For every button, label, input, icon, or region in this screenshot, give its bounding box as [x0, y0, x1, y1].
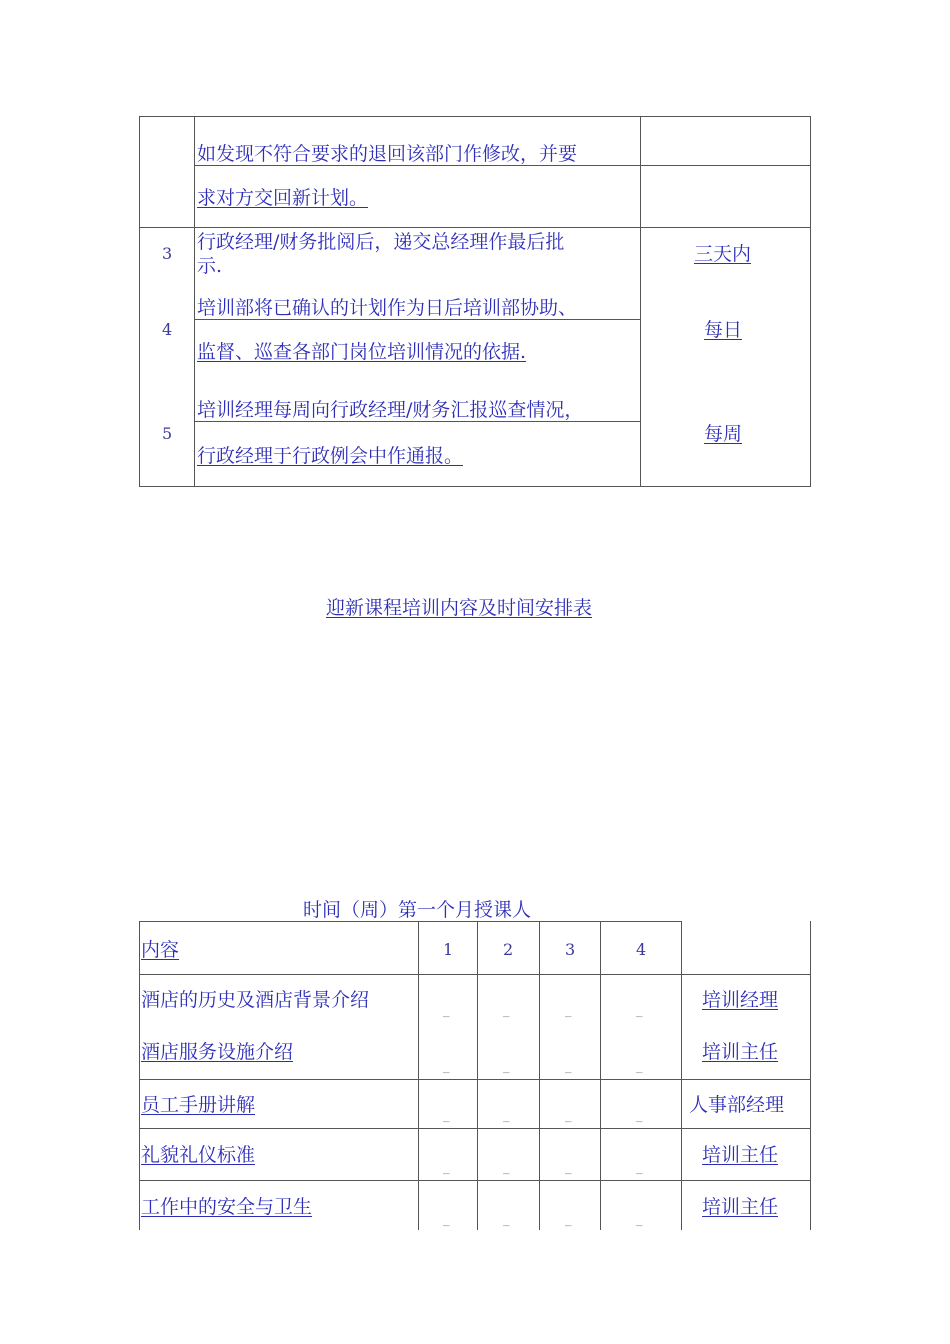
- lecturer: 人事部经理: [689, 1094, 785, 1116]
- row-separator: [139, 227, 811, 228]
- table-border-top: [139, 116, 811, 117]
- week-mark: _: [443, 1003, 450, 1018]
- schedule-row-separator: [139, 1128, 811, 1129]
- table-border-left: [139, 116, 140, 487]
- course-content: 员工手册讲解: [141, 1094, 256, 1116]
- schedule-border-left: [139, 921, 140, 1230]
- step-number: 4: [162, 320, 173, 339]
- schedule-row-separator: [139, 974, 811, 975]
- table-divider-num: [194, 116, 195, 487]
- procedure-text-line: 行政经理/财务批阅后，递交总经理作最后批: [197, 231, 565, 253]
- table-border-bottom: [139, 486, 811, 487]
- week-mark: _: [565, 1108, 572, 1123]
- course-content: 礼貌礼仪标准: [141, 1144, 256, 1166]
- week-mark: _: [443, 1160, 450, 1175]
- week-mark: _: [443, 1108, 450, 1123]
- week-mark: _: [503, 1108, 510, 1123]
- row-separator: [194, 421, 640, 422]
- table-caption: 时间（周）第一个月授课人: [303, 899, 532, 921]
- week-mark: _: [636, 1059, 643, 1074]
- header-week: 2: [503, 940, 514, 959]
- week-mark: _: [565, 1059, 572, 1074]
- schedule-border-top: [139, 921, 682, 922]
- week-mark: _: [443, 1059, 450, 1074]
- schedule-border-right: [810, 921, 811, 1230]
- procedure-text-line: 监督、巡查各部门岗位培训情况的依据.: [197, 341, 527, 363]
- schedule-col-divider: [418, 921, 419, 1230]
- procedure-text-line: 示.: [197, 255, 223, 277]
- procedure-text-line: 培训部将已确认的计划作为日后培训部协助、: [197, 297, 578, 319]
- procedure-text-line: 求对方交回新计划。: [197, 187, 369, 209]
- course-content: 酒店服务设施介绍: [141, 1041, 294, 1063]
- week-mark: _: [503, 1160, 510, 1175]
- time-frame: 每日: [704, 319, 743, 341]
- week-mark: _: [565, 1212, 572, 1227]
- week-mark: _: [503, 1059, 510, 1074]
- week-mark: _: [565, 1003, 572, 1018]
- schedule-col-divider: [681, 921, 682, 1230]
- week-mark: _: [636, 1212, 643, 1227]
- lecturer: 培训主任: [702, 1196, 779, 1218]
- week-mark: _: [503, 1003, 510, 1018]
- row-separator: [194, 165, 811, 166]
- procedure-text-line: 培训经理每周向行政经理/财务汇报巡查情况，: [197, 399, 584, 421]
- week-mark: _: [565, 1160, 572, 1175]
- course-content: 酒店的历史及酒店背景介绍: [141, 989, 370, 1011]
- header-week: 1: [443, 940, 454, 959]
- schedule-row-separator: [139, 1079, 811, 1080]
- table-divider-time: [640, 116, 641, 487]
- week-mark: _: [443, 1212, 450, 1227]
- schedule-col-divider: [539, 921, 540, 1230]
- table-border-right: [810, 116, 811, 487]
- week-mark: _: [636, 1108, 643, 1123]
- time-frame: 三天内: [694, 243, 752, 265]
- step-number: 5: [162, 424, 173, 443]
- schedule-col-divider: [600, 921, 601, 1230]
- header-week: 3: [565, 940, 576, 959]
- course-content: 工作中的安全与卫生: [141, 1196, 313, 1218]
- section-title: 迎新课程培训内容及时间安排表: [326, 597, 593, 619]
- step-number: 3: [162, 244, 173, 263]
- schedule-col-divider: [477, 921, 478, 1230]
- row-separator: [194, 319, 640, 320]
- header-content: 内容: [141, 939, 180, 961]
- header-week: 4: [636, 940, 647, 959]
- schedule-row-separator: [139, 1180, 811, 1181]
- lecturer: 培训主任: [702, 1041, 779, 1063]
- week-mark: _: [636, 1160, 643, 1175]
- week-mark: _: [636, 1003, 643, 1018]
- procedure-text-line: 行政经理于行政例会中作通报。: [197, 445, 464, 467]
- time-frame: 每周: [704, 423, 743, 445]
- lecturer: 培训主任: [702, 1144, 779, 1166]
- lecturer: 培训经理: [702, 989, 779, 1011]
- procedure-text-line: 如发现不符合要求的退回该部门作修改，并要: [197, 143, 578, 165]
- week-mark: _: [503, 1212, 510, 1227]
